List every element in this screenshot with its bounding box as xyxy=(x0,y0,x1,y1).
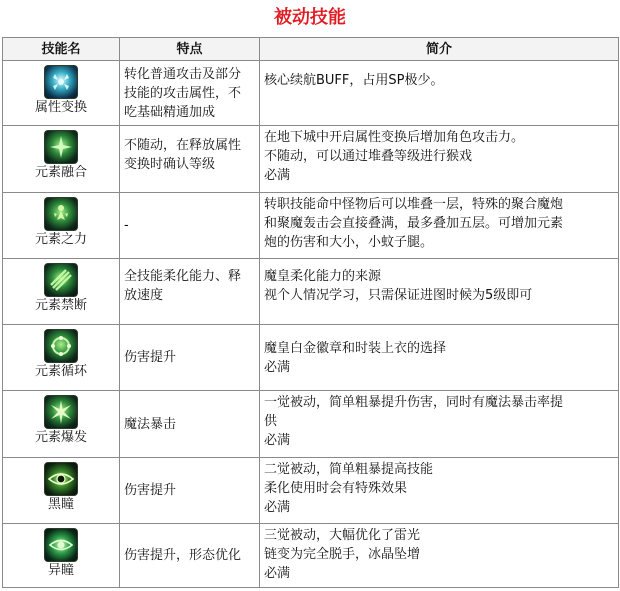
black-pupil-icon xyxy=(44,462,78,496)
feature-cell xyxy=(120,126,260,193)
feature-line: 技能的攻击属性，不 xyxy=(124,86,242,101)
feature-line: 伤害提升 xyxy=(124,483,177,498)
table-row xyxy=(3,524,619,588)
skill-cell xyxy=(3,458,120,524)
intro-cell xyxy=(260,126,619,193)
header-feature: 特点 xyxy=(120,38,260,61)
skill-name: 元素禁断 xyxy=(34,298,87,313)
feature-cell xyxy=(120,391,260,458)
header-intro: 简介 xyxy=(260,38,619,61)
feature-line: 放速度 xyxy=(124,288,164,303)
intro-cell xyxy=(260,391,619,458)
table-row xyxy=(3,325,619,391)
element-burst-icon xyxy=(44,395,78,429)
feature-line: 魔法暴击 xyxy=(124,416,177,432)
skill-name: 属性变换 xyxy=(34,100,87,115)
intro-line: 和聚魔轰击会直接叠满，最多叠加五层。可增加元素 xyxy=(264,216,564,231)
skill-name: 元素爆发 xyxy=(34,430,87,445)
skill-cell xyxy=(3,524,120,588)
feature-cell xyxy=(120,458,260,524)
intro-line: 魔皇白金徽章和时装上衣的选择 xyxy=(264,340,447,356)
intro-line: 二觉被动，简单粗暴提高技能 xyxy=(264,462,434,477)
intro-cell xyxy=(260,61,619,126)
intro-line: 在地下城中开启属性变换后增加角色攻击力。 xyxy=(264,130,525,145)
feature-cell xyxy=(120,61,260,126)
skill-cell xyxy=(3,391,120,458)
table-row xyxy=(3,61,619,126)
intro-cell xyxy=(260,325,619,391)
element-power-icon xyxy=(44,197,78,231)
feature-line: 变换时确认等级 xyxy=(124,157,216,172)
skill-cell xyxy=(3,193,120,259)
table-row xyxy=(3,259,619,325)
intro-line: 供 xyxy=(264,414,278,429)
intro-line: 柔化使用时会有特殊效果 xyxy=(264,481,408,496)
passive-skills-table xyxy=(2,37,619,588)
intro-line: 必满 xyxy=(264,433,291,448)
skill-cell xyxy=(3,61,120,126)
odd-pupil-icon xyxy=(44,528,78,562)
skill-name: 黑瞳 xyxy=(47,497,74,512)
intro-line: 必满 xyxy=(264,500,291,515)
feature-cell xyxy=(120,193,260,259)
feature-cell xyxy=(120,524,260,588)
table-title: 被动技能 xyxy=(274,7,346,28)
header-skill-name: 技能名 xyxy=(3,38,120,61)
feature-line: 全技能柔化能力、释 xyxy=(124,269,242,284)
skill-name: 元素之力 xyxy=(34,232,87,247)
intro-line: 核心续航BUFF，占用SP极少。 xyxy=(264,73,444,88)
intro-line: 不随动，可以通过堆叠等级进行猴戏 xyxy=(264,149,473,164)
intro-cell xyxy=(260,259,619,325)
intro-line: 链变为完全脱手，冰晶坠增 xyxy=(264,547,421,562)
table-row xyxy=(3,458,619,524)
feature-line: 不随动，在释放属性 xyxy=(124,138,242,153)
intro-line: 必满 xyxy=(264,168,291,183)
feature-cell xyxy=(120,259,260,325)
feature-line: 吃基础精通加成 xyxy=(124,105,216,120)
intro-cell xyxy=(260,193,619,259)
element-fusion-icon xyxy=(44,130,78,164)
intro-cell xyxy=(260,458,619,524)
feature-line: - xyxy=(124,218,129,233)
skill-cell xyxy=(3,259,120,325)
skill-cell xyxy=(3,325,120,391)
feature-cell xyxy=(120,325,260,391)
attribute-change-icon xyxy=(44,65,78,99)
feature-line: 转化普通攻击及部分 xyxy=(124,67,242,82)
element-forbidden-icon xyxy=(44,263,78,297)
intro-line: 转职技能命中怪物后可以堆叠一层，特殊的聚合魔炮 xyxy=(264,197,564,212)
feature-line: 伤害提升 xyxy=(124,350,177,365)
table-row xyxy=(3,391,619,458)
intro-line: 三觉被动，大幅优化了雷光 xyxy=(264,528,421,543)
intro-line: 炮的伤害和大小，小蚊子腿。 xyxy=(264,235,434,250)
table-row xyxy=(3,126,619,193)
skill-name: 异瞳 xyxy=(47,563,74,578)
table-row xyxy=(3,193,619,259)
header-row xyxy=(3,38,619,61)
skill-name: 元素融合 xyxy=(34,165,87,180)
feature-line: 伤害提升，形态优化 xyxy=(124,548,242,563)
skill-cell xyxy=(3,126,120,193)
intro-line: 视个人情况学习，只需保证进图时候为5级即可 xyxy=(264,288,533,303)
intro-cell xyxy=(260,524,619,588)
intro-line: 必满 xyxy=(264,566,291,581)
intro-line: 魔皇柔化能力的来源 xyxy=(264,269,382,284)
intro-line: 一觉被动，简单粗暴提升伤害，同时有魔法暴击率提 xyxy=(264,395,564,410)
intro-line: 必满 xyxy=(264,359,291,375)
element-cycle-icon xyxy=(44,329,78,363)
skill-name: 元素循环 xyxy=(34,364,87,379)
